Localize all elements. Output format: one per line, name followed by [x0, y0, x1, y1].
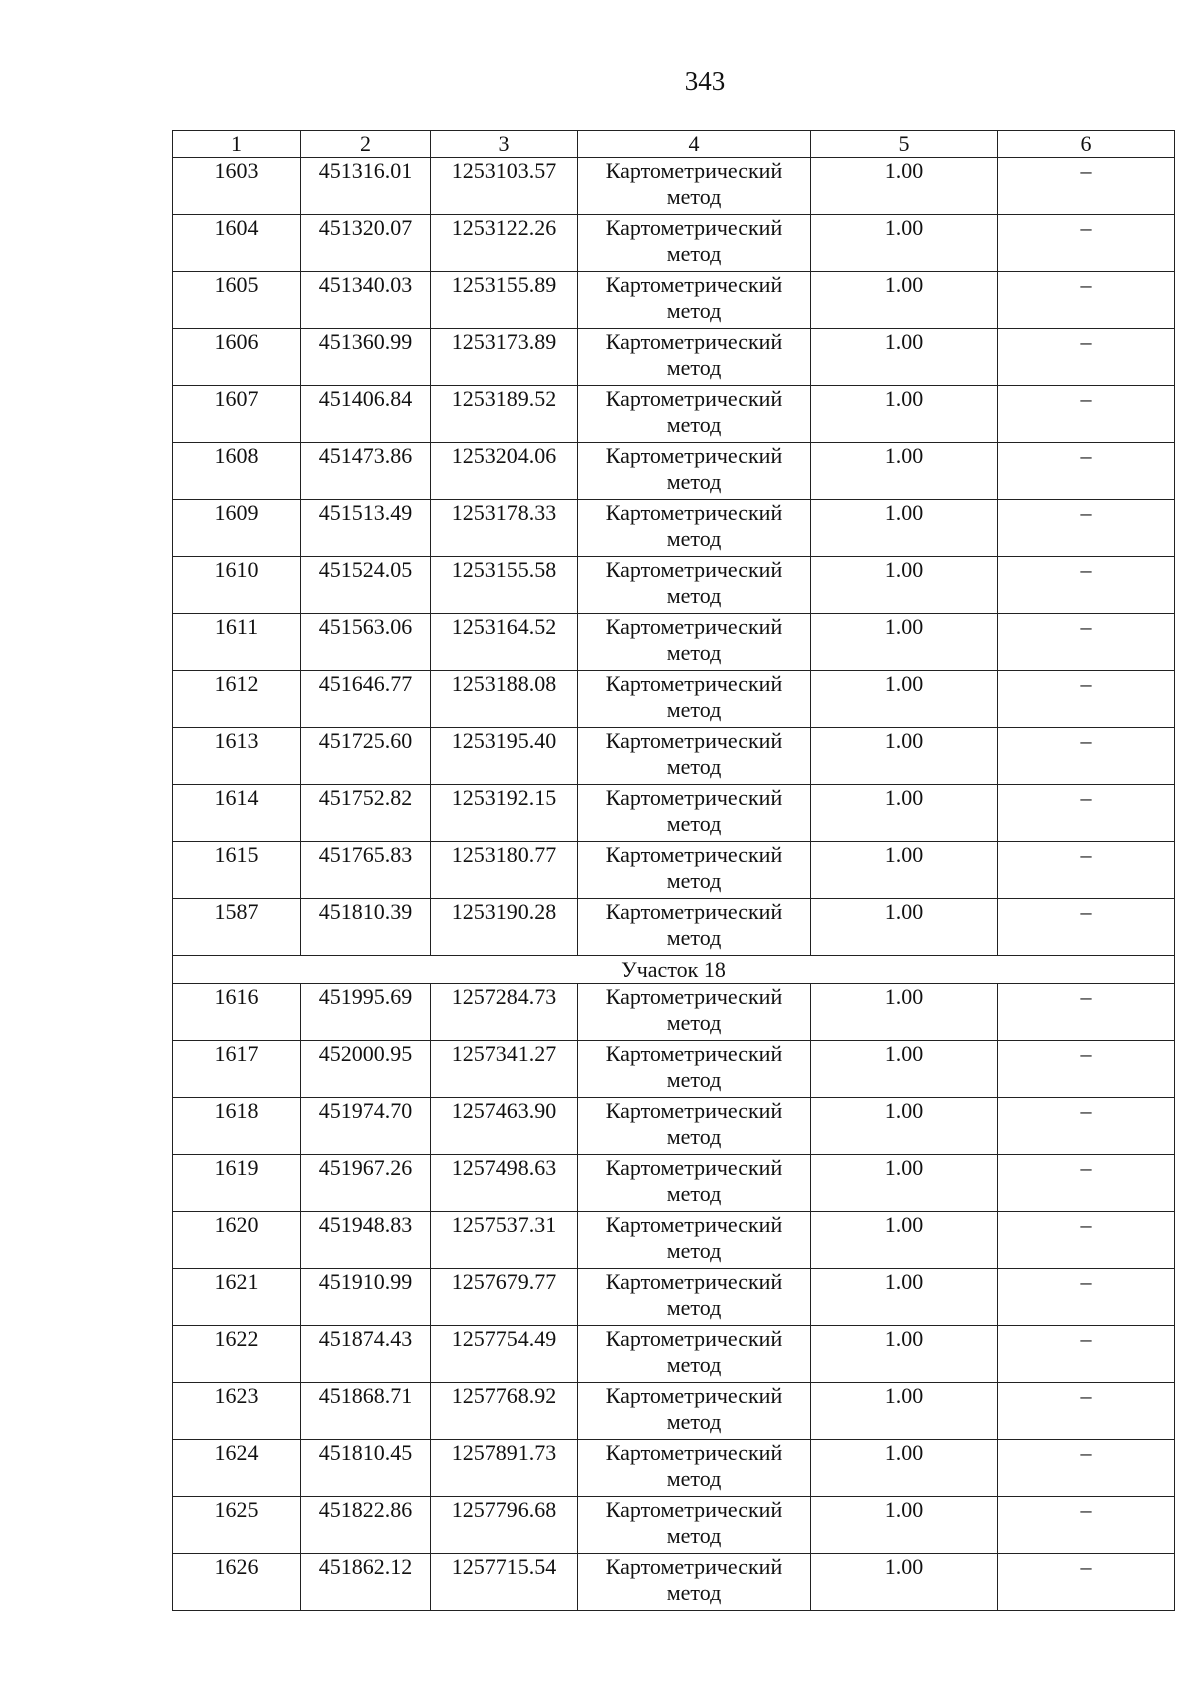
- y-coordinate-cell: 1253180.77: [431, 842, 578, 899]
- method-cell: Картометрический метод: [578, 785, 811, 842]
- accuracy-cell: 1.00: [811, 1041, 998, 1098]
- method-cell: Картометрический метод: [578, 443, 811, 500]
- column-header: 6: [998, 131, 1175, 158]
- point-number-cell: 1614: [173, 785, 301, 842]
- note-cell: –: [998, 500, 1175, 557]
- table-row: [173, 1497, 1175, 1554]
- note-cell: –: [998, 1098, 1175, 1155]
- x-coordinate-cell: 451725.60: [301, 728, 431, 785]
- accuracy-cell: 1.00: [811, 557, 998, 614]
- point-number-cell: 1611: [173, 614, 301, 671]
- point-number-cell: 1609: [173, 500, 301, 557]
- point-number-cell: 1624: [173, 1440, 301, 1497]
- note-cell: –: [998, 785, 1175, 842]
- method-cell: Картометрический метод: [578, 215, 811, 272]
- table-row: [173, 557, 1175, 614]
- x-coordinate-cell: 451340.03: [301, 272, 431, 329]
- x-coordinate-cell: 451406.84: [301, 386, 431, 443]
- method-cell: Картометрический метод: [578, 1098, 811, 1155]
- table-row: [173, 1383, 1175, 1440]
- point-number-cell: 1606: [173, 329, 301, 386]
- method-cell: Картометрический метод: [578, 272, 811, 329]
- coordinates-table: [172, 130, 1175, 1611]
- note-cell: –: [998, 671, 1175, 728]
- method-cell: Картометрический метод: [578, 728, 811, 785]
- section-title: Участок 18: [173, 956, 1175, 984]
- point-number-cell: 1617: [173, 1041, 301, 1098]
- point-number-cell: 1623: [173, 1383, 301, 1440]
- accuracy-cell: 1.00: [811, 1269, 998, 1326]
- point-number-cell: 1613: [173, 728, 301, 785]
- accuracy-cell: 1.00: [811, 785, 998, 842]
- table-row: [173, 329, 1175, 386]
- y-coordinate-cell: 1253188.08: [431, 671, 578, 728]
- y-coordinate-cell: 1253192.15: [431, 785, 578, 842]
- x-coordinate-cell: 451974.70: [301, 1098, 431, 1155]
- page-number: 343: [684, 66, 726, 96]
- method-cell: Картометрический метод: [578, 1041, 811, 1098]
- accuracy-cell: 1.00: [811, 614, 998, 671]
- note-cell: –: [998, 386, 1175, 443]
- accuracy-cell: 1.00: [811, 158, 998, 215]
- note-cell: –: [998, 158, 1175, 215]
- note-cell: –: [998, 1155, 1175, 1212]
- table-row: [173, 899, 1175, 956]
- header-row: [173, 131, 1175, 158]
- y-coordinate-cell: 1257891.73: [431, 1440, 578, 1497]
- method-cell: Картометрический метод: [578, 984, 811, 1041]
- x-coordinate-cell: 451320.07: [301, 215, 431, 272]
- column-header: 1: [173, 131, 301, 158]
- x-coordinate-cell: 451316.01: [301, 158, 431, 215]
- accuracy-cell: 1.00: [811, 984, 998, 1041]
- table-body: [173, 131, 1175, 1611]
- y-coordinate-cell: 1253155.89: [431, 272, 578, 329]
- table-row: [173, 842, 1175, 899]
- table-row: [173, 728, 1175, 785]
- x-coordinate-cell: 451995.69: [301, 984, 431, 1041]
- note-cell: –: [998, 842, 1175, 899]
- accuracy-cell: 1.00: [811, 1554, 998, 1611]
- table-row: [173, 1098, 1175, 1155]
- method-cell: Картометрический метод: [578, 329, 811, 386]
- accuracy-cell: 1.00: [811, 1440, 998, 1497]
- section-row: [173, 956, 1175, 984]
- note-cell: –: [998, 984, 1175, 1041]
- y-coordinate-cell: 1257715.54: [431, 1554, 578, 1611]
- method-cell: Картометрический метод: [578, 1554, 811, 1611]
- x-coordinate-cell: 451910.99: [301, 1269, 431, 1326]
- table-row: [173, 1041, 1175, 1098]
- x-coordinate-cell: 451874.43: [301, 1326, 431, 1383]
- point-number-cell: 1618: [173, 1098, 301, 1155]
- note-cell: –: [998, 443, 1175, 500]
- x-coordinate-cell: 451810.39: [301, 899, 431, 956]
- x-coordinate-cell: 451473.86: [301, 443, 431, 500]
- column-header: 4: [578, 131, 811, 158]
- table-row: [173, 386, 1175, 443]
- table-row: [173, 1269, 1175, 1326]
- accuracy-cell: 1.00: [811, 842, 998, 899]
- x-coordinate-cell: 451810.45: [301, 1440, 431, 1497]
- point-number-cell: 1605: [173, 272, 301, 329]
- table-row: [173, 158, 1175, 215]
- accuracy-cell: 1.00: [811, 1098, 998, 1155]
- method-cell: Картометрический метод: [578, 1269, 811, 1326]
- y-coordinate-cell: 1253189.52: [431, 386, 578, 443]
- note-cell: –: [998, 1497, 1175, 1554]
- table-row: [173, 1212, 1175, 1269]
- method-cell: Картометрический метод: [578, 158, 811, 215]
- y-coordinate-cell: 1257537.31: [431, 1212, 578, 1269]
- table-row: [173, 671, 1175, 728]
- point-number-cell: 1615: [173, 842, 301, 899]
- method-cell: Картометрический метод: [578, 1212, 811, 1269]
- accuracy-cell: 1.00: [811, 500, 998, 557]
- point-number-cell: 1626: [173, 1554, 301, 1611]
- table-row: [173, 215, 1175, 272]
- method-cell: Картометрический метод: [578, 1383, 811, 1440]
- method-cell: Картометрический метод: [578, 1440, 811, 1497]
- accuracy-cell: 1.00: [811, 1383, 998, 1440]
- note-cell: –: [998, 1326, 1175, 1383]
- point-number-cell: 1608: [173, 443, 301, 500]
- y-coordinate-cell: 1253195.40: [431, 728, 578, 785]
- y-coordinate-cell: 1257284.73: [431, 984, 578, 1041]
- y-coordinate-cell: 1257341.27: [431, 1041, 578, 1098]
- note-cell: –: [998, 272, 1175, 329]
- accuracy-cell: 1.00: [811, 329, 998, 386]
- y-coordinate-cell: 1257679.77: [431, 1269, 578, 1326]
- note-cell: –: [998, 1554, 1175, 1611]
- point-number-cell: 1612: [173, 671, 301, 728]
- x-coordinate-cell: 451646.77: [301, 671, 431, 728]
- table-row: [173, 443, 1175, 500]
- note-cell: –: [998, 215, 1175, 272]
- accuracy-cell: 1.00: [811, 443, 998, 500]
- y-coordinate-cell: 1253155.58: [431, 557, 578, 614]
- y-coordinate-cell: 1253173.89: [431, 329, 578, 386]
- method-cell: Картометрический метод: [578, 386, 811, 443]
- point-number-cell: 1610: [173, 557, 301, 614]
- point-number-cell: 1619: [173, 1155, 301, 1212]
- method-cell: Картометрический метод: [578, 671, 811, 728]
- y-coordinate-cell: 1253204.06: [431, 443, 578, 500]
- accuracy-cell: 1.00: [811, 728, 998, 785]
- x-coordinate-cell: 451967.26: [301, 1155, 431, 1212]
- note-cell: –: [998, 1212, 1175, 1269]
- x-coordinate-cell: 451822.86: [301, 1497, 431, 1554]
- column-header: 5: [811, 131, 998, 158]
- table-row: [173, 1440, 1175, 1497]
- accuracy-cell: 1.00: [811, 1326, 998, 1383]
- x-coordinate-cell: 451862.12: [301, 1554, 431, 1611]
- column-header: 2: [301, 131, 431, 158]
- y-coordinate-cell: 1253178.33: [431, 500, 578, 557]
- x-coordinate-cell: 452000.95: [301, 1041, 431, 1098]
- note-cell: –: [998, 329, 1175, 386]
- y-coordinate-cell: 1253103.57: [431, 158, 578, 215]
- column-header: 3: [431, 131, 578, 158]
- table-row: [173, 1155, 1175, 1212]
- method-cell: Картометрический метод: [578, 557, 811, 614]
- accuracy-cell: 1.00: [811, 1497, 998, 1554]
- accuracy-cell: 1.00: [811, 1212, 998, 1269]
- table-row: [173, 272, 1175, 329]
- table-row: [173, 614, 1175, 671]
- point-number-cell: 1621: [173, 1269, 301, 1326]
- point-number-cell: 1607: [173, 386, 301, 443]
- point-number-cell: 1587: [173, 899, 301, 956]
- note-cell: –: [998, 1269, 1175, 1326]
- point-number-cell: 1604: [173, 215, 301, 272]
- point-number-cell: 1622: [173, 1326, 301, 1383]
- note-cell: –: [998, 1041, 1175, 1098]
- note-cell: –: [998, 1440, 1175, 1497]
- y-coordinate-cell: 1257463.90: [431, 1098, 578, 1155]
- y-coordinate-cell: 1257754.49: [431, 1326, 578, 1383]
- y-coordinate-cell: 1253164.52: [431, 614, 578, 671]
- accuracy-cell: 1.00: [811, 1155, 998, 1212]
- table-row: [173, 1326, 1175, 1383]
- y-coordinate-cell: 1253122.26: [431, 215, 578, 272]
- note-cell: –: [998, 557, 1175, 614]
- y-coordinate-cell: 1257796.68: [431, 1497, 578, 1554]
- method-cell: Картометрический метод: [578, 614, 811, 671]
- x-coordinate-cell: 451524.05: [301, 557, 431, 614]
- note-cell: –: [998, 1383, 1175, 1440]
- y-coordinate-cell: 1257498.63: [431, 1155, 578, 1212]
- accuracy-cell: 1.00: [811, 272, 998, 329]
- method-cell: Картометрический метод: [578, 500, 811, 557]
- accuracy-cell: 1.00: [811, 386, 998, 443]
- x-coordinate-cell: 451948.83: [301, 1212, 431, 1269]
- x-coordinate-cell: 451513.49: [301, 500, 431, 557]
- x-coordinate-cell: 451752.82: [301, 785, 431, 842]
- point-number-cell: 1603: [173, 158, 301, 215]
- x-coordinate-cell: 451360.99: [301, 329, 431, 386]
- x-coordinate-cell: 451563.06: [301, 614, 431, 671]
- method-cell: Картометрический метод: [578, 1497, 811, 1554]
- method-cell: Картометрический метод: [578, 1326, 811, 1383]
- method-cell: Картометрический метод: [578, 842, 811, 899]
- method-cell: Картометрический метод: [578, 1155, 811, 1212]
- x-coordinate-cell: 451765.83: [301, 842, 431, 899]
- table-row: [173, 785, 1175, 842]
- point-number-cell: 1616: [173, 984, 301, 1041]
- note-cell: –: [998, 614, 1175, 671]
- note-cell: –: [998, 728, 1175, 785]
- y-coordinate-cell: 1253190.28: [431, 899, 578, 956]
- point-number-cell: 1620: [173, 1212, 301, 1269]
- table-row: [173, 500, 1175, 557]
- accuracy-cell: 1.00: [811, 899, 998, 956]
- x-coordinate-cell: 451868.71: [301, 1383, 431, 1440]
- point-number-cell: 1625: [173, 1497, 301, 1554]
- method-cell: Картометрический метод: [578, 899, 811, 956]
- note-cell: –: [998, 899, 1175, 956]
- table-row: [173, 1554, 1175, 1611]
- y-coordinate-cell: 1257768.92: [431, 1383, 578, 1440]
- table-row: [173, 984, 1175, 1041]
- accuracy-cell: 1.00: [811, 671, 998, 728]
- accuracy-cell: 1.00: [811, 215, 998, 272]
